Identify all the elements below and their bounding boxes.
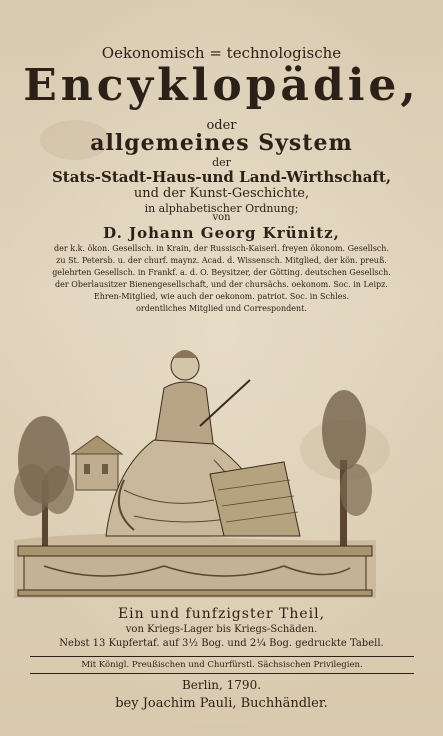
left-tree-icon (14, 416, 74, 550)
range-line: von Kriegs-Lager bis Kriegs-Schäden. (125, 624, 318, 635)
right-tree-icon (322, 390, 372, 550)
main-title: Encyklopädie, (23, 60, 420, 111)
oder-line: oder (206, 118, 237, 133)
der-line: der (212, 156, 231, 169)
affiliation-line: zu St. Petersb. u. der churf. maynz. Acad. d. Wissensch. Mitglied, der kön. preuß. (56, 256, 387, 265)
series-line: Oekonomisch = technologische (101, 44, 342, 62)
seated-figure (106, 350, 300, 536)
alpha-line: in alphabetischer Ordnung; (144, 202, 299, 215)
affiliation-line: der k.k. ökon. Gesellsch. in Krain, der Russisch-Kaiserl. freyen ökonom. Gesellsch. (54, 244, 389, 253)
affiliation-line: Ehren-Mitglied, wie auch der oekonom. patriot. Soc. in Schles. (93, 292, 350, 301)
stats-line: Stats-Stadt-Haus-und Land-Wirthschaft, (51, 168, 392, 186)
plates-line: Nebst 13 Kupfertaf. auf 3½ Bog. und 2¼ Bog. gedruckte Tabell. (59, 638, 384, 649)
affiliation-line: der Oberlausitzer Bienengesellschaft, und der chursächs. oekonom. Soc. in Leipz. (55, 280, 388, 289)
subtitle: allgemeines System (90, 130, 353, 156)
kunst-line: und der Kunst-Geschichte, (133, 186, 310, 201)
publisher-line: bey Joachim Pauli, Buchhändler. (115, 696, 328, 711)
engraving-illustration (14, 340, 376, 598)
von-line: von (212, 212, 231, 223)
privilege-line: Mit Königl. Preußischen und Churfürstl. Sächsischen Privilegien. (30, 656, 414, 674)
pedestal (18, 546, 372, 596)
part-line: Ein und funfzigster Theil, (117, 606, 326, 622)
author-name: D. Johann Georg Krünitz, (103, 224, 340, 242)
affiliation-line: ordentliches Mitglied und Correspondent. (136, 304, 307, 313)
affiliation-line: gelehrten Gesellsch. in Frankf. a. d. O. Beysitzer, der Götting. deutschen Gesellsch. (52, 268, 391, 277)
place-year: Berlin, 1790. (181, 678, 262, 692)
building-icon (72, 436, 122, 490)
